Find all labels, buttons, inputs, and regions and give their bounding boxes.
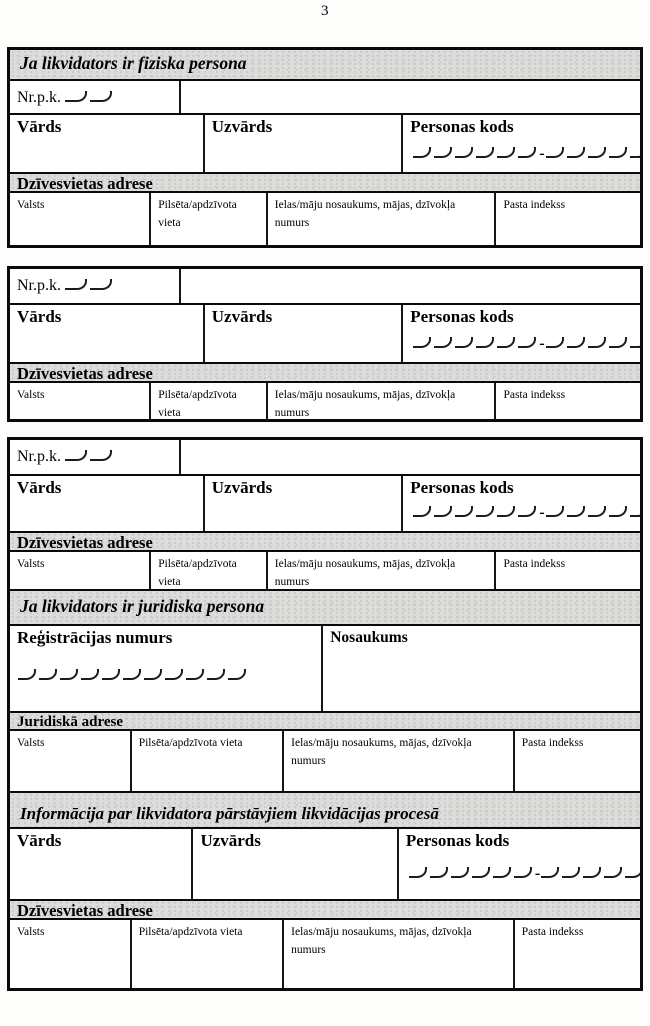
blank-mark <box>630 506 640 517</box>
blank-mark <box>39 669 57 680</box>
blank-mark <box>609 337 627 348</box>
personas-kods-blanks-second <box>546 145 640 162</box>
blank-mark <box>228 669 246 680</box>
personas-kods-blanks-second <box>546 504 640 521</box>
uzvards-label: Uzvārds <box>200 831 261 850</box>
blank-mark <box>60 669 78 680</box>
liquidator-person-block-3-and-juridiska <box>7 437 643 991</box>
address-cell-iela <box>282 920 513 988</box>
personas-kods-cell <box>397 829 640 899</box>
blank-mark <box>430 867 448 878</box>
pasta-indekss-label: Pasta indekss <box>521 926 584 938</box>
nrpk-blanks <box>65 448 115 465</box>
blank-mark <box>514 867 532 878</box>
blank-mark <box>455 337 473 348</box>
blank-mark <box>567 506 585 517</box>
blank-mark <box>123 669 141 680</box>
blank-mark <box>583 867 601 878</box>
personas-kods-label: Personas kods <box>410 478 514 497</box>
personas-kods-cell <box>401 305 640 362</box>
blank-mark <box>588 147 606 158</box>
blank-mark <box>81 669 99 680</box>
subheader-dzivesvietas-adrese: Dzīvesvietas adrese <box>10 364 640 381</box>
personas-kods-label: Personas kods <box>410 307 514 326</box>
address-cell-valsts <box>10 193 149 245</box>
blank-mark <box>588 337 606 348</box>
personas-kods-blanks-first <box>413 335 539 352</box>
address-cell-iela <box>266 193 495 245</box>
pasta-indekss-label: Pasta indekss <box>503 558 566 570</box>
vards-cell <box>10 476 203 531</box>
blank-mark <box>207 669 225 680</box>
blank-mark <box>144 669 162 680</box>
address-cell-iela <box>266 552 495 589</box>
vards-label: Vārds <box>17 307 62 326</box>
name-row <box>10 474 640 531</box>
blank-mark <box>518 147 536 158</box>
section-header-parstavji: Informācija par likvidatora pārstāvjiem likvidācijas procesā <box>10 793 640 827</box>
valsts-label: Valsts <box>17 737 45 749</box>
vards-cell <box>10 305 203 362</box>
vards-cell <box>10 829 191 899</box>
pilseta-label: Pilsēta/apdzīvota vieta <box>158 389 237 419</box>
blank-mark <box>476 147 494 158</box>
vards-cell <box>10 115 203 172</box>
blank-mark <box>90 450 112 461</box>
address-cell-valsts <box>10 383 149 419</box>
address-cell-iela <box>266 383 495 419</box>
blank-mark <box>65 279 87 290</box>
blank-mark <box>472 867 490 878</box>
page-number: 3 <box>321 3 329 19</box>
blank-mark <box>455 147 473 158</box>
personas-kods-blanks <box>413 145 640 165</box>
nrpk-empty-cell <box>179 81 640 113</box>
nrpk-cell <box>10 81 179 113</box>
iela-label: Ielas/māju nosaukums, mājas, dzīvokļa numurs <box>274 389 456 419</box>
address-row <box>10 381 640 419</box>
personas-kods-blanks-first <box>413 145 539 162</box>
nrpk-empty-cell <box>179 440 640 474</box>
iela-label: Ielas/māju nosaukums, mājas, dzīvokļa numurs <box>274 558 456 588</box>
blank-mark <box>518 337 536 348</box>
section-header-juridiska-persona: Ja likvidators ir juridiska persona <box>10 591 640 624</box>
blank-mark <box>546 337 564 348</box>
vards-label: Vārds <box>17 478 62 497</box>
personas-kods-cell <box>401 476 640 531</box>
nrpk-label: Nr.p.k. <box>17 277 61 294</box>
blank-mark <box>65 450 87 461</box>
subheader-dzivesvietas-adrese: Dzīvesvietas adrese <box>10 174 640 191</box>
uzvards-cell <box>191 829 396 899</box>
nrpk-blanks <box>65 277 115 294</box>
blank-mark <box>625 867 640 878</box>
nrpk-cell <box>10 440 179 474</box>
personas-kods-blanks-first <box>413 504 539 521</box>
subheader-juridiska-adrese: Juridiskā adrese <box>10 713 640 729</box>
subheader-dzivesvietas-adrese: Dzīvesvietas adrese <box>10 533 640 550</box>
address-row <box>10 918 640 988</box>
nrpk-row <box>10 440 640 474</box>
blank-mark <box>413 506 431 517</box>
blank-mark <box>567 337 585 348</box>
nrpk-empty-cell <box>179 269 640 303</box>
personas-kods-blanks-first <box>409 865 535 882</box>
blank-mark <box>451 867 469 878</box>
liquidator-person-block-2 <box>7 266 643 422</box>
address-cell-pasta-indekss <box>494 383 640 419</box>
blank-mark <box>476 506 494 517</box>
nrpk-row <box>10 269 640 303</box>
blank-mark <box>588 506 606 517</box>
valsts-label: Valsts <box>17 926 45 938</box>
nrpk-cell <box>10 269 179 303</box>
pasta-indekss-label: Pasta indekss <box>503 199 566 211</box>
nrpk-row <box>10 79 640 113</box>
personas-kods-blanks <box>413 504 640 524</box>
personas-kods-dash: - <box>534 865 541 882</box>
blank-mark <box>518 506 536 517</box>
name-row <box>10 113 640 172</box>
blank-mark <box>497 337 515 348</box>
pilseta-label: Pilsēta/apdzīvota vieta <box>138 737 243 749</box>
address-cell-valsts <box>10 920 130 988</box>
personas-kods-dash: - <box>539 335 545 352</box>
uzvards-cell <box>203 476 401 531</box>
blank-mark <box>413 337 431 348</box>
registracijas-numurs-label: Reģistrācijas numurs <box>17 628 173 647</box>
uzvards-label: Uzvārds <box>211 307 273 326</box>
address-cell-pilseta <box>149 552 266 589</box>
iela-label: Ielas/māju nosaukums, mājas, dzīvokļa numurs <box>274 199 456 229</box>
address-cell-pilseta <box>149 383 266 419</box>
address-cell-pasta-indekss <box>513 920 640 988</box>
uzvards-label: Uzvārds <box>211 478 273 497</box>
address-row <box>10 729 640 791</box>
blank-mark <box>476 337 494 348</box>
vards-label: Vārds <box>17 117 62 136</box>
vards-label: Vārds <box>17 831 62 850</box>
blank-mark <box>630 147 640 158</box>
blank-mark <box>609 147 627 158</box>
name-row <box>10 827 640 899</box>
blank-mark <box>497 506 515 517</box>
valsts-label: Valsts <box>17 558 45 570</box>
blank-mark <box>434 147 452 158</box>
personas-kods-dash: - <box>539 504 545 521</box>
blank-mark <box>102 669 120 680</box>
pilseta-label: Pilsēta/apdzīvota vieta <box>158 199 237 229</box>
address-cell-pasta-indekss <box>494 193 640 245</box>
personas-kods-blanks-second <box>541 865 640 882</box>
blank-mark <box>18 669 36 680</box>
blank-mark <box>455 506 473 517</box>
uzvards-cell <box>203 305 401 362</box>
pasta-indekss-label: Pasta indekss <box>503 389 566 401</box>
blank-mark <box>604 867 622 878</box>
address-cell-pilseta <box>149 193 266 245</box>
address-cell-valsts <box>10 731 130 791</box>
personas-kods-cell <box>401 115 640 172</box>
address-cell-valsts <box>10 552 149 589</box>
address-cell-pilseta <box>130 920 282 988</box>
blank-mark <box>546 147 564 158</box>
blank-mark <box>630 337 640 348</box>
blank-mark <box>65 91 87 102</box>
blank-mark <box>186 669 204 680</box>
nrpk-label: Nr.p.k. <box>17 89 61 106</box>
blank-mark <box>434 506 452 517</box>
registracijas-numurs-cell <box>10 626 321 711</box>
nosaukums-label: Nosaukums <box>330 629 408 646</box>
personas-kods-blanks <box>413 335 640 355</box>
personas-kods-label: Personas kods <box>405 831 510 850</box>
blank-mark <box>413 147 431 158</box>
pilseta-label: Pilsēta/apdzīvota vieta <box>138 926 243 938</box>
personas-kods-blanks-second <box>546 335 640 352</box>
iela-label: Ielas/māju nosaukums, mājas, dzīvokļa numurs <box>291 926 472 956</box>
registracijas-numurs-blanks <box>18 667 249 685</box>
blank-mark <box>567 147 585 158</box>
blank-mark <box>609 506 627 517</box>
blank-mark <box>497 147 515 158</box>
valsts-label: Valsts <box>17 389 45 401</box>
address-row <box>10 550 640 589</box>
blank-mark <box>434 337 452 348</box>
pasta-indekss-label: Pasta indekss <box>521 737 584 749</box>
uzvards-label: Uzvārds <box>211 117 273 136</box>
address-cell-pasta-indekss <box>494 552 640 589</box>
blank-mark <box>562 867 580 878</box>
personas-kods-dash: - <box>539 145 545 162</box>
address-cell-pasta-indekss <box>513 731 640 791</box>
liquidator-person-block-1 <box>7 47 643 248</box>
nosaukums-cell <box>321 626 640 711</box>
blank-mark <box>493 867 511 878</box>
personas-kods-blanks <box>409 865 640 885</box>
blank-mark <box>165 669 183 680</box>
iela-label: Ielas/māju nosaukums, mājas, dzīvokļa numurs <box>291 737 472 767</box>
address-cell-pilseta <box>130 731 282 791</box>
blank-mark <box>90 91 112 102</box>
subheader-dzivesvietas-adrese: Dzīvesvietas adrese <box>10 901 640 918</box>
pilseta-label: Pilsēta/apdzīvota vieta <box>158 558 237 588</box>
registration-row <box>10 624 640 711</box>
uzvards-cell <box>203 115 401 172</box>
blank-mark <box>90 279 112 290</box>
address-row <box>10 191 640 245</box>
nrpk-label: Nr.p.k. <box>17 448 61 465</box>
section-header-fiziska-persona: Ja likvidators ir fiziska persona <box>10 50 640 79</box>
valsts-label: Valsts <box>17 199 45 211</box>
name-row <box>10 303 640 362</box>
nrpk-blanks <box>65 89 115 106</box>
blank-mark <box>541 867 559 878</box>
personas-kods-label: Personas kods <box>410 117 514 136</box>
blank-mark <box>546 506 564 517</box>
blank-mark <box>409 867 427 878</box>
address-cell-iela <box>282 731 513 791</box>
